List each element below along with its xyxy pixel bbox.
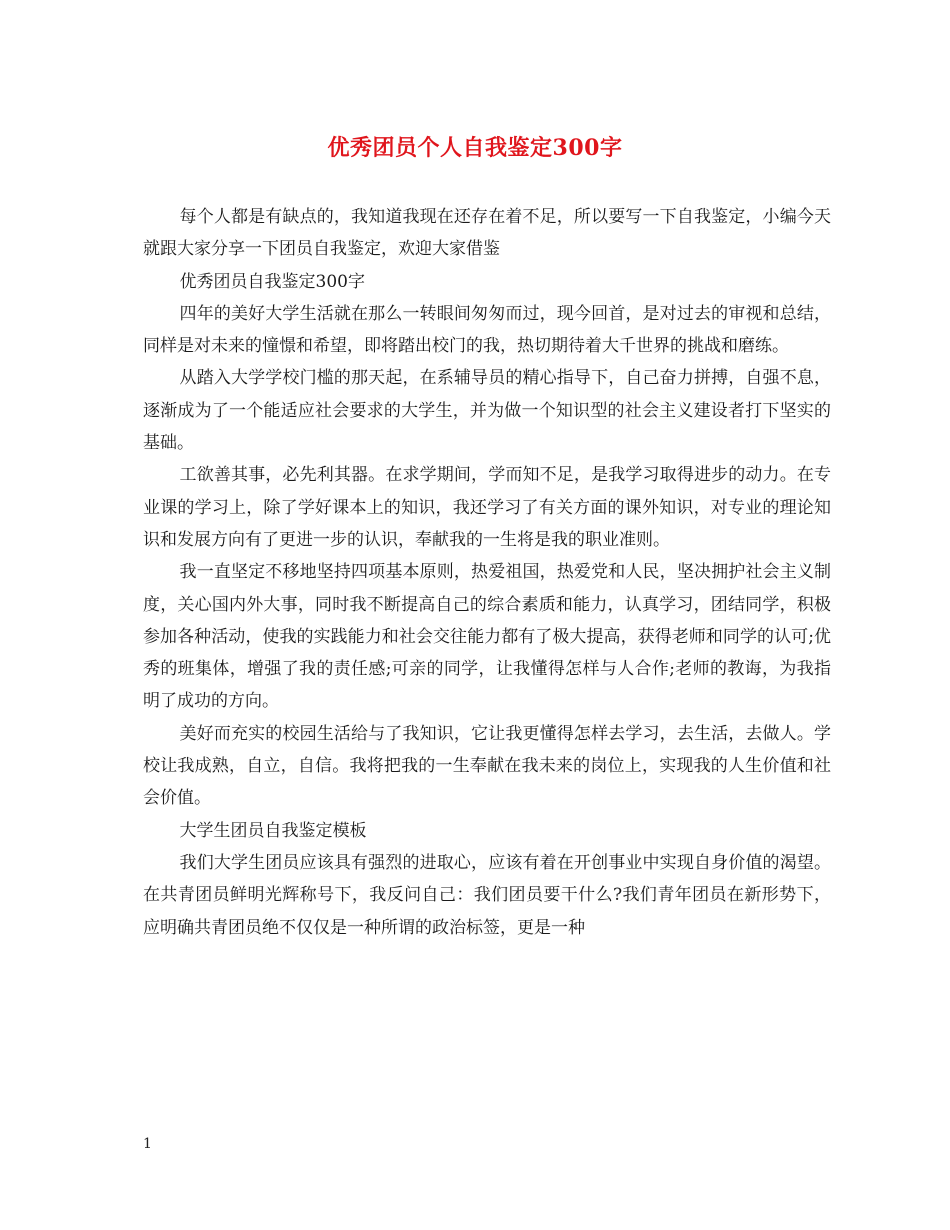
document-body [143, 201, 831, 944]
paragraph: 工欲善其事，必先利其器。在求学期间，学而知不足，是我学习取得进步的动力。在专业课的学习上，除了学好课本上的知识，我还学习了有关方面的课外知识，对专业的理论知识和发展方向有了更进一步的认识，奉献我的一生将是我的职业准则。 [143, 465, 831, 550]
paragraph: 我们大学生团员应该具有强烈的进取心，应该有着在开创事业中实现自身价值的渴望。在共青团员鲜明光辉称号下，我反问自己：我们团员要干什么?我们青年团员在新形势下，应明确共青团员绝不仅仅是一种所谓的政治标签，更是一种 [143, 852, 831, 938]
document-title: 优秀团员个人自我鉴定300字 [327, 135, 623, 161]
paragraph: 美好而充实的校园生活给与了我知识，它让我更懂得怎样去学习，去生活，去做人。学校让我成熟，自立，自信。我将把我的一生奉献在我未来的岗位上，实现我的人生价值和社会价值。 [143, 723, 831, 809]
paragraph: 我一直坚定不移地坚持四项基本原则，热爱祖国，热爱党和人民，坚决拥护社会主义制度，关心国内外大事，同时我不断提高自己的综合素质和能力，认真学习，团结同学，积极参加各种活动，使我的实践能力和社会交往能力都有了极大提高，获得老师和同学的认可;优秀的班集体，增强了我的责任感;可亲的同学，让我懂得怎样与人合作;老师的教诲，为我指明了成功的方向。 [143, 562, 831, 712]
section-heading: 大学生团员自我鉴定模板 [179, 820, 367, 841]
paragraph: 四年的美好大学生活就在那么一转眼间匆匆而过，现今回首，是对过去的审视和总结，同样是对未来的憧憬和希望，即将踏出校门的我，热切期待着大千世界的挑战和磨练。 [143, 303, 831, 357]
paragraph-intro: 每个人都是有缺点的，我知道我现在还存在着不足，所以要写一下自我鉴定，小编今天就跟大家分享一下团员自我鉴定，欢迎大家借鉴 [143, 207, 831, 260]
page-number: 1 [143, 1136, 152, 1152]
section-heading: 优秀团员自我鉴定300字 [179, 271, 365, 292]
paragraph: 从踏入大学学校门槛的那天起，在系辅导员的精心指导下，自己奋力拼搏，自强不息，逐渐成为了一个能适应社会要求的大学生，并为做一个知识型的社会主义建设者打下坚实的基础。 [143, 368, 831, 454]
